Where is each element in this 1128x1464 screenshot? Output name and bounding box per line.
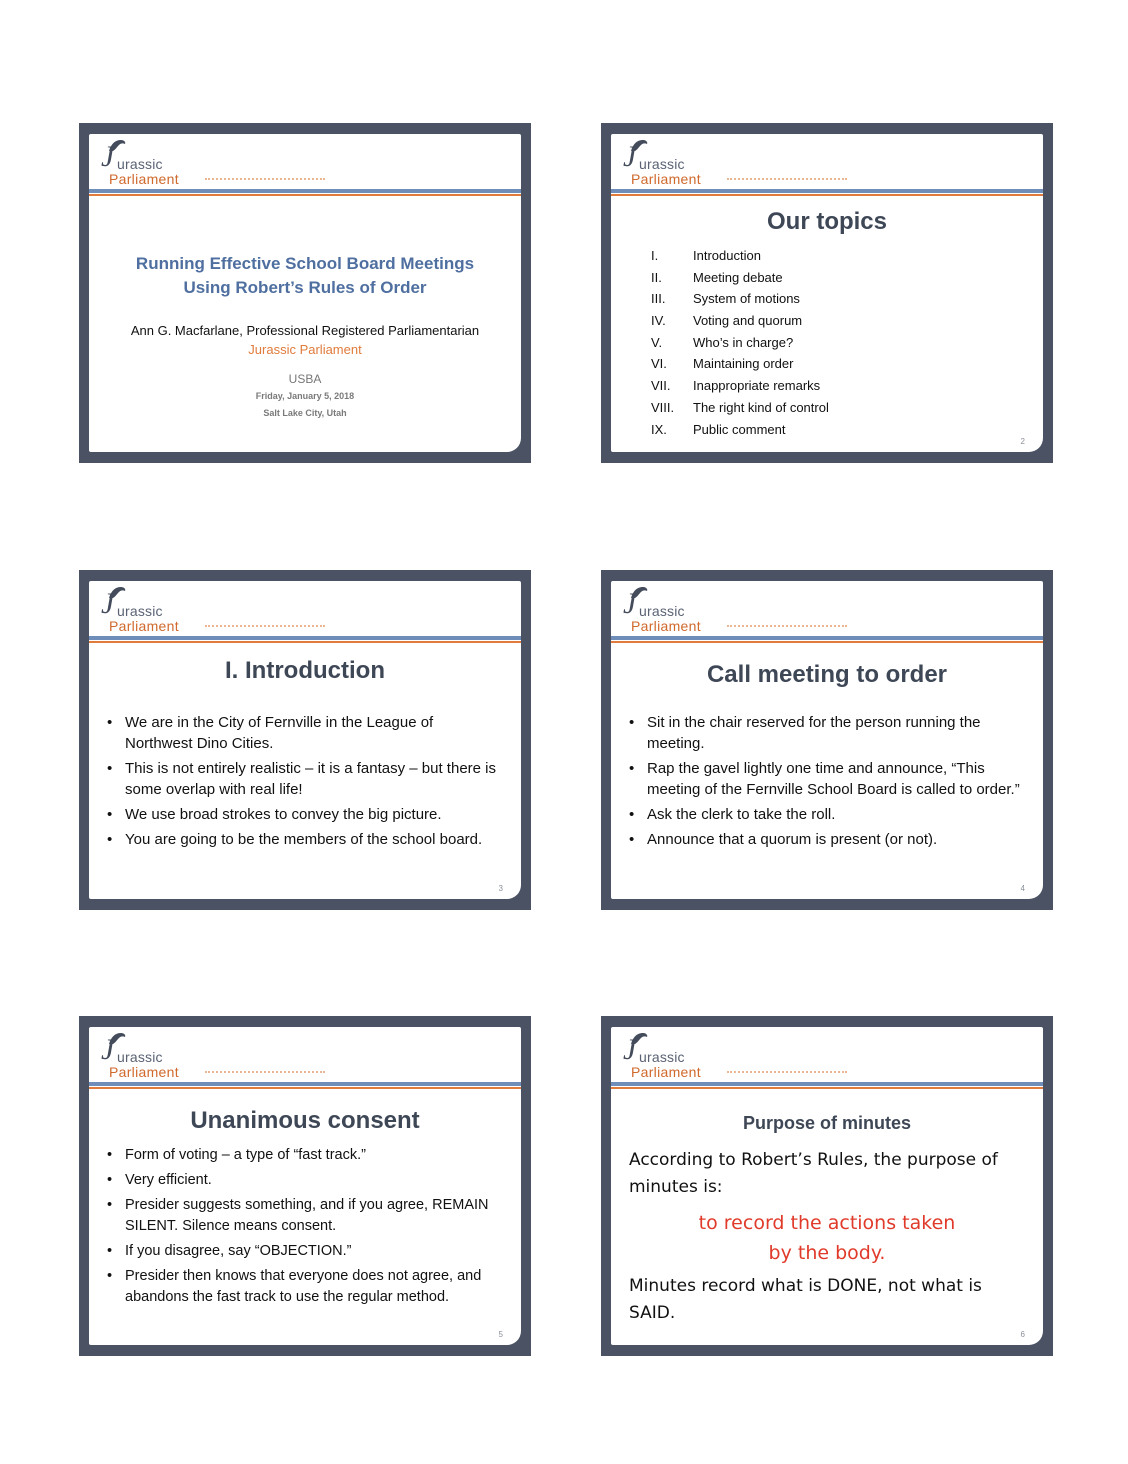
header-rule-blue bbox=[89, 636, 521, 640]
slide-header bbox=[611, 134, 1043, 192]
logo-top-text: urassic bbox=[639, 1049, 685, 1065]
topic-label: Public comment bbox=[693, 421, 786, 437]
slide-5 bbox=[89, 1027, 521, 1345]
topic-number: II. bbox=[651, 269, 662, 285]
slide-number: 3 bbox=[498, 884, 503, 893]
slide-4 bbox=[611, 581, 1043, 899]
title-slide-heading bbox=[89, 252, 521, 300]
logo-top-text: urassic bbox=[639, 156, 685, 172]
topic-label: System of motions bbox=[693, 291, 800, 307]
topic-item bbox=[651, 248, 829, 270]
bullet-item: • If you disagree, say “OBJECTION.” bbox=[107, 1241, 503, 1262]
tagline-decoration bbox=[205, 1071, 325, 1077]
header-rule-blue bbox=[611, 636, 1043, 640]
slide-title: I. Introduction bbox=[225, 657, 385, 684]
logo-top-text: urassic bbox=[639, 603, 685, 619]
logo-initial: J bbox=[623, 140, 637, 173]
topic-number: IV. bbox=[651, 313, 666, 329]
bullet-item: • Form of voting – a type of “fast track.” bbox=[107, 1145, 503, 1166]
title-line-2: Using Robert’s Rules of Order bbox=[183, 278, 427, 297]
logo-bottom-text: Parliament bbox=[109, 618, 179, 634]
header-rule-orange bbox=[611, 1087, 1043, 1089]
header-rule-orange bbox=[611, 194, 1043, 196]
header-rule-blue bbox=[89, 1082, 521, 1086]
slide-title: Purpose of minutes bbox=[742, 1113, 912, 1133]
topic-label: Meeting debate bbox=[693, 269, 783, 285]
slide-2 bbox=[611, 134, 1043, 452]
slide-1 bbox=[89, 134, 521, 452]
topic-item bbox=[651, 270, 829, 292]
slide-2-frame bbox=[601, 123, 1053, 463]
logo-top-text: urassic bbox=[117, 1049, 163, 1065]
bullet-item: • Very efficient. bbox=[107, 1170, 503, 1191]
bullet-item: • Presider then knows that everyone does not agree, and abandons the fast track to use the regular method. bbox=[107, 1266, 503, 1308]
logo-initial: J bbox=[623, 1033, 637, 1066]
slide-title: Unanimous consent bbox=[190, 1107, 420, 1134]
topic-number: IX. bbox=[651, 421, 667, 437]
highlight-line-2: by the body. bbox=[768, 1242, 886, 1264]
slide-6 bbox=[611, 1027, 1043, 1345]
title-line-1: Running Effective School Board Meetings bbox=[135, 254, 475, 273]
org-name: Jurassic Parliament bbox=[248, 342, 362, 357]
jurassic-parliament-logo bbox=[621, 142, 731, 190]
logo-bottom-text: Parliament bbox=[109, 171, 179, 187]
logo-bottom-text: Parliament bbox=[631, 618, 701, 634]
topic-label: Maintaining order bbox=[693, 356, 794, 372]
logo-bottom-text: Parliament bbox=[109, 1064, 179, 1080]
topic-label: Inappropriate remarks bbox=[693, 378, 821, 394]
highlight-line-1: to record the actions taken bbox=[698, 1212, 956, 1234]
bullet-item: • Announce that a quorum is present (or not). bbox=[629, 829, 1025, 850]
jurassic-parliament-logo bbox=[99, 142, 209, 190]
topic-number: VIII. bbox=[651, 399, 675, 415]
logo-initial: J bbox=[101, 587, 115, 620]
minutes-highlight bbox=[611, 1208, 1043, 1268]
slide-header bbox=[89, 134, 521, 192]
tagline-decoration bbox=[727, 178, 847, 184]
slide-header bbox=[611, 581, 1043, 639]
bullet-item: • Presider suggests something, and if you agree, REMAIN SILENT. Silence means consent. bbox=[107, 1195, 503, 1237]
topic-item bbox=[651, 291, 829, 313]
logo-bottom-text: Parliament bbox=[631, 1064, 701, 1080]
topic-item bbox=[651, 378, 829, 400]
topic-item bbox=[651, 335, 829, 357]
tagline-decoration bbox=[727, 1071, 847, 1077]
event-name: USBA bbox=[288, 372, 322, 386]
bullet-item: • This is not entirely realistic – it is a fantasy – but there is some overlap with real life! bbox=[107, 758, 497, 800]
slide-5-frame bbox=[79, 1016, 531, 1356]
logo-bottom-text: Parliament bbox=[631, 171, 701, 187]
header-rule-orange bbox=[611, 641, 1043, 643]
slide-header bbox=[89, 1027, 521, 1085]
header-rule-blue bbox=[611, 189, 1043, 193]
topic-label: The right kind of control bbox=[693, 399, 829, 415]
slide-number: 6 bbox=[1020, 1330, 1025, 1339]
slide-1-frame bbox=[79, 123, 531, 463]
header-rule-blue bbox=[89, 189, 521, 193]
bullet-item: • Sit in the chair reserved for the person running the meeting. bbox=[629, 712, 1025, 754]
slide-3-frame bbox=[79, 570, 531, 910]
topic-item bbox=[651, 313, 829, 335]
jurassic-parliament-logo bbox=[621, 589, 731, 637]
bullet-item: • Ask the clerk to take the roll. bbox=[629, 804, 1025, 825]
minutes-closing: Minutes record what is DONE, not what is SAID. bbox=[629, 1276, 982, 1323]
topic-number: III. bbox=[651, 291, 666, 307]
slide-header bbox=[89, 581, 521, 639]
slide-6-frame bbox=[601, 1016, 1053, 1356]
slide-header bbox=[611, 1027, 1043, 1085]
event-date: Friday, January 5, 2018 bbox=[255, 391, 355, 401]
logo-top-text: urassic bbox=[117, 603, 163, 619]
jurassic-parliament-logo bbox=[99, 589, 209, 637]
logo-initial: J bbox=[101, 140, 115, 173]
slide-title: Our topics bbox=[766, 208, 887, 235]
topic-label: Who’s in charge? bbox=[693, 334, 794, 350]
tagline-decoration bbox=[727, 625, 847, 631]
tagline-decoration bbox=[205, 625, 325, 631]
bullet-item: • Rap the gavel lightly one time and announce, “This meeting of the Fernville School Board is called to order.” bbox=[629, 758, 1025, 800]
event-location: Salt Lake City, Utah bbox=[263, 408, 347, 418]
bullet-list bbox=[107, 712, 497, 850]
slide-3 bbox=[89, 581, 521, 899]
jurassic-parliament-logo bbox=[99, 1035, 209, 1083]
bullet-list bbox=[629, 712, 1025, 850]
header-rule-blue bbox=[611, 1082, 1043, 1086]
tagline-decoration bbox=[205, 178, 325, 184]
slide-number: 2 bbox=[1020, 437, 1025, 446]
slide-4-frame bbox=[601, 570, 1053, 910]
topic-number: I. bbox=[651, 248, 659, 263]
header-rule-orange bbox=[89, 641, 521, 643]
logo-initial: J bbox=[623, 587, 637, 620]
jurassic-parliament-logo bbox=[621, 1035, 731, 1083]
bullet-item: • We are in the City of Fernville in the League of Northwest Dino Cities. bbox=[107, 712, 497, 754]
bullet-item: • We use broad strokes to convey the big picture. bbox=[107, 804, 497, 825]
topic-number: VI. bbox=[651, 356, 667, 372]
topic-label: Introduction bbox=[693, 248, 761, 263]
topic-item bbox=[651, 400, 829, 422]
topic-number: V. bbox=[651, 334, 663, 350]
author-name: Ann G. Macfarlane, Professional Registered Parliamentarian bbox=[130, 323, 480, 338]
bullet-list bbox=[107, 1145, 503, 1308]
slide-number: 5 bbox=[498, 1330, 503, 1339]
slide-number: 4 bbox=[1020, 884, 1025, 893]
topic-item bbox=[651, 356, 829, 378]
topics-list bbox=[651, 248, 829, 443]
logo-initial: J bbox=[101, 1033, 115, 1066]
bullet-item: • You are going to be the members of the school board. bbox=[107, 829, 497, 850]
header-rule-orange bbox=[89, 1087, 521, 1089]
slide-title: Call meeting to order bbox=[706, 661, 948, 688]
topic-item bbox=[651, 422, 829, 444]
header-rule-orange bbox=[89, 194, 521, 196]
minutes-intro: According to Robert’s Rules, the purpose of minutes is: bbox=[629, 1150, 998, 1197]
logo-top-text: urassic bbox=[117, 156, 163, 172]
topic-label: Voting and quorum bbox=[693, 313, 803, 329]
topic-number: VII. bbox=[651, 378, 671, 394]
